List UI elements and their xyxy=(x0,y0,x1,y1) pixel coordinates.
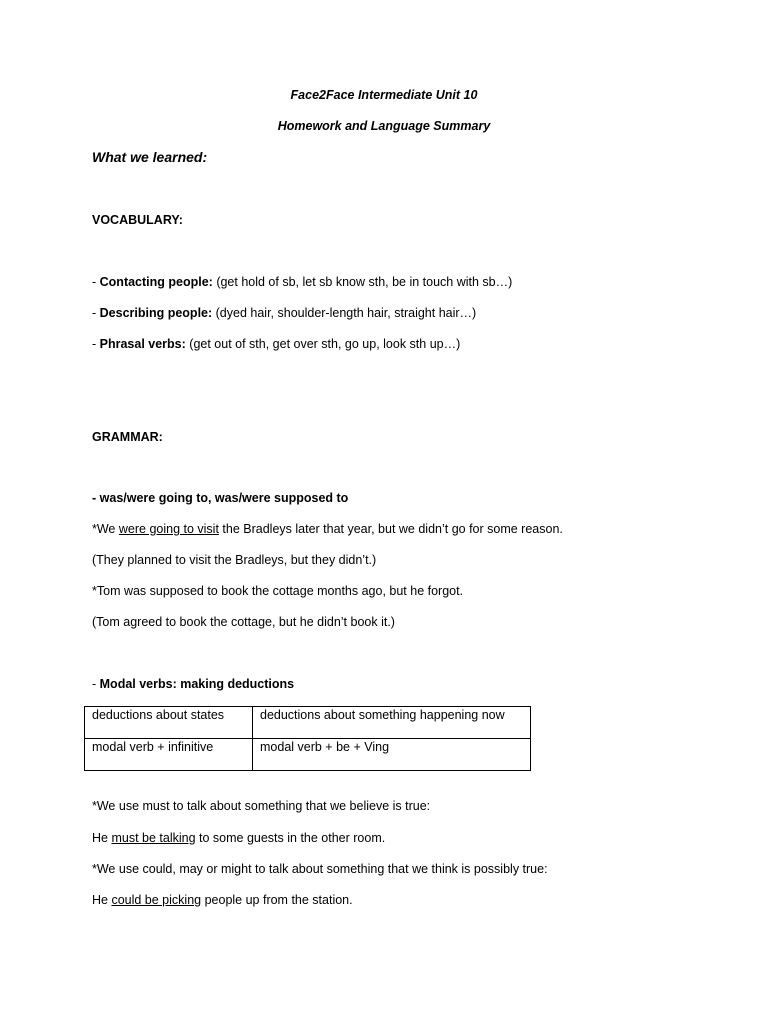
document-title: Face2Face Intermediate Unit 10 xyxy=(290,88,478,102)
vocabulary-item: - Describing people: (dyed hair, shoulder-length hair, straight hair…) xyxy=(92,306,477,320)
example-post: the Bradleys later that year, but we didn’t go for some reason. xyxy=(218,522,563,536)
grammar-rule: *We use must to talk about something that we believe is true: xyxy=(92,799,431,813)
grammar-section-title-text: Modal verbs: making deductions xyxy=(99,677,295,691)
example-pre: *We xyxy=(92,522,119,536)
example-sentence xyxy=(92,892,353,908)
grammar-section-title-text: was/were going to, was/were supposed to xyxy=(99,491,349,505)
example-sentence: *Tom was supposed to book the cottage months ago, but he forgot. xyxy=(92,584,464,598)
deductions-table xyxy=(84,706,531,771)
grammar-heading: GRAMMAR: xyxy=(92,430,163,444)
table-row xyxy=(85,739,531,771)
example-note: (They planned to visit the Bradleys, but they didn’t.) xyxy=(92,553,377,567)
example-pre: He xyxy=(92,831,112,845)
vocabulary-item-text: (get hold of sb, let sb know sth, be in touch with sb…) xyxy=(212,275,513,289)
example-post: people up from the station. xyxy=(201,893,353,907)
grammar-section-title: - Modal verbs: making deductions xyxy=(92,677,295,691)
table-row xyxy=(85,707,531,739)
grammar-rule: *We use could, may or might to talk about something that we think is possibly true: xyxy=(92,862,548,876)
table-cell: modal verb + infinitive xyxy=(85,739,253,771)
document-subtitle: Homework and Language Summary xyxy=(277,119,491,133)
vocabulary-item-label: Contacting people: xyxy=(99,275,213,289)
intro-heading: What we learned: xyxy=(92,149,208,165)
example-underlined: could be picking xyxy=(111,893,202,907)
example-underlined: were going to visit xyxy=(118,522,219,536)
example-pre: He xyxy=(92,893,112,907)
vocabulary-item: - Contacting people: (get hold of sb, let sb know sth, be in touch with sb…) xyxy=(92,275,513,289)
table-cell: deductions about states xyxy=(85,707,253,739)
vocabulary-item: - Phrasal verbs: (get out of sth, get over sth, go up, look sth up…) xyxy=(92,337,461,351)
vocabulary-item-text: (dyed hair, shoulder-length hair, straight hair…) xyxy=(212,306,477,320)
example-post: to some guests in the other room. xyxy=(195,831,386,845)
table-cell: modal verb + be + Ving xyxy=(253,739,531,771)
example-underlined: must be talking xyxy=(111,831,196,845)
example-sentence xyxy=(92,521,563,537)
example-sentence xyxy=(92,830,385,846)
table-cell: deductions about something happening now xyxy=(253,707,531,739)
vocabulary-item-label: Phrasal verbs: xyxy=(99,337,186,351)
vocabulary-item-text: (get out of sth, get over sth, go up, look sth up…) xyxy=(185,337,461,351)
vocabulary-item-label: Describing people: xyxy=(99,306,213,320)
vocabulary-heading: VOCABULARY: xyxy=(92,213,183,227)
grammar-section-title: - was/were going to, was/were supposed to xyxy=(92,491,349,505)
example-note: (Tom agreed to book the cottage, but he didn’t book it.) xyxy=(92,615,395,629)
